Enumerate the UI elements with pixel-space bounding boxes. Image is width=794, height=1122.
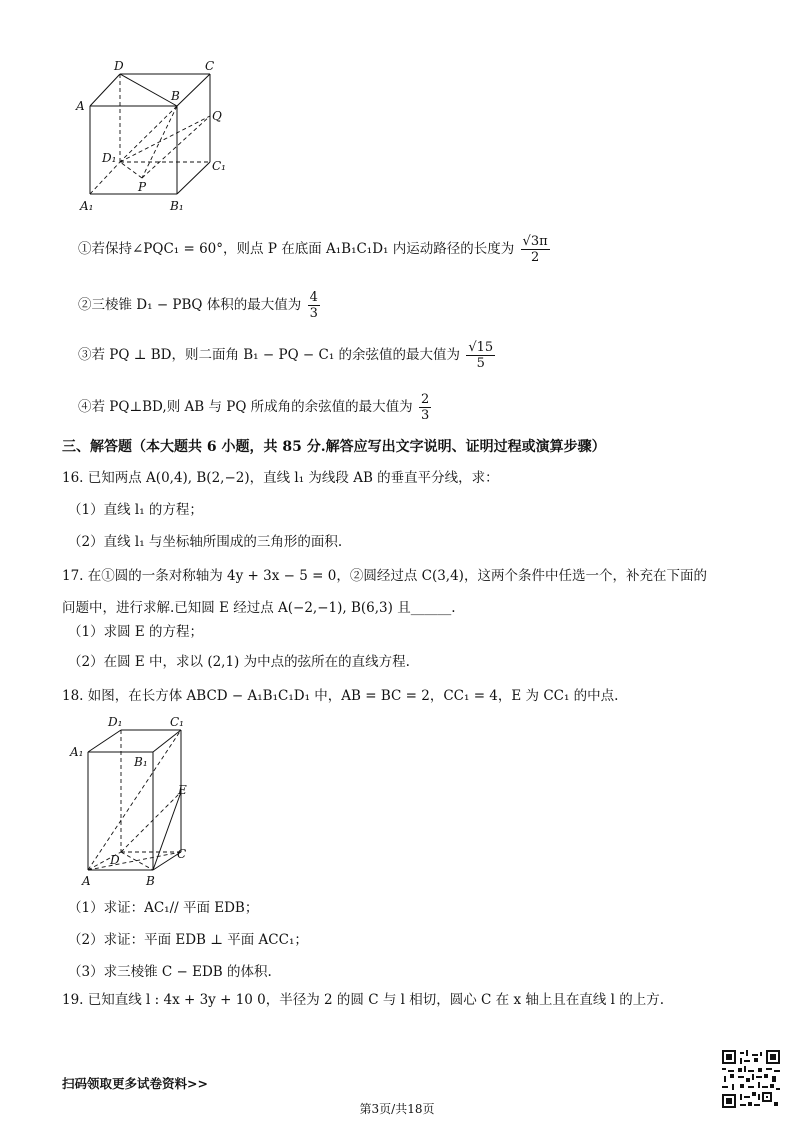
label-B: B <box>146 874 155 888</box>
statement-4: ④若 PQ⊥BD,则 AB 与 PQ 所成角的余弦值的最大值为 $\frac{2}{3}$ <box>78 392 430 423</box>
label-B: B <box>171 89 180 103</box>
label-A: A <box>76 99 85 113</box>
fraction: $\frac{2}{3}$ <box>420 392 430 423</box>
q16-part1: （1）直线 l₁ 的方程； <box>68 502 203 518</box>
q17-stem-line1: 17. 在①圆的一条对称轴为 4y + 3x − 5 = 0，②圆经过点 C(3,4)，这两个条件中任选一个，补充在下面的 <box>62 568 707 584</box>
label-P: P <box>138 180 147 194</box>
label-D1: D₁ <box>108 715 123 729</box>
q18-part2: （2）求证：平面 EDB ⊥ 平面 ACC₁； <box>68 932 308 948</box>
label-A1: A₁ <box>70 745 84 759</box>
q17-part1: （1）求圆 E 的方程； <box>68 624 204 640</box>
label-B1: B₁ <box>170 199 184 213</box>
label-C1: C₁ <box>170 715 184 729</box>
statement-1: ①若保持∠PQC₁ = 60°，则点 P 在底面 A₁B₁C₁D₁ 内运动路径的长度为 $\frac{√3\pi}{2}$ <box>78 234 548 265</box>
q18-part3: （3）求三棱锥 C − EDB 的体积. <box>68 964 272 980</box>
label-D: D <box>110 853 120 867</box>
label-D1: D₁ <box>102 151 117 165</box>
fraction: $\frac{√15}{5}$ <box>468 340 494 371</box>
label-A: A <box>82 874 91 888</box>
label-B1: B₁ <box>134 755 148 769</box>
q17-stem-line2: 问题中，进行求解.已知圆 E 经过点 A(−2,−1), B(6,3) 且______. <box>62 600 456 616</box>
label-A1: A₁ <box>80 199 94 213</box>
promo-link[interactable]: 扫码领取更多试卷资料>> <box>62 1076 208 1091</box>
q19-stem: 19. 已知直线 l : 4x + 3y + 10 0，半径为 2 的圆 C 与 l 相切，圆心 C 在 x 轴上且在直线 l 的上方. <box>62 992 665 1008</box>
fraction: $\frac{4}{3}$ <box>309 290 318 321</box>
q18-stem: 18. 如图，在长方体 ABCD − A₁B₁C₁D₁ 中，AB = BC = 2，CC₁ = 4，E 为 CC₁ 的中点. <box>62 688 619 704</box>
label-E: E <box>178 783 187 797</box>
section-heading: 三、解答题（本大题共 6 小题，共 85 分.解答应写出文字说明、证明过程或演算步骤） <box>62 439 606 455</box>
cuboid-figure-2 <box>64 712 204 892</box>
page-number: 第3页/共18页 <box>359 1102 435 1116</box>
statement-3: ③若 PQ ⊥ BD，则二面角 B₁ − PQ − C₁ 的余弦值的最大值为 $\frac{√15}{5}$ <box>78 340 494 371</box>
fraction: $\frac{√3\pi}{2}$ <box>522 234 548 265</box>
q16-part2: （2）直线 l₁ 与坐标轴所围成的三角形的面积. <box>68 534 343 550</box>
label-C1: C₁ <box>212 159 226 173</box>
label-C: C <box>205 59 215 73</box>
label-D: D <box>114 59 124 73</box>
q18-part1: （1）求证：AC₁// 平面 EDB； <box>68 900 259 916</box>
q16-stem: 16. 已知两点 A(0,4), B(2,−2)，直线 l₁ 为线段 AB 的垂直平分线，求： <box>62 470 499 486</box>
label-C: C <box>177 847 187 861</box>
q17-part2: （2）在圆 E 中，求以 (2,1) 为中点的弦所在的直线方程. <box>68 654 410 670</box>
cube-figure-1 <box>72 58 242 218</box>
statement-2: ②三棱锥 D₁ − PBQ 体积的最大值为 $\frac{4}{3}$ <box>78 290 318 321</box>
label-Q: Q <box>212 109 222 123</box>
